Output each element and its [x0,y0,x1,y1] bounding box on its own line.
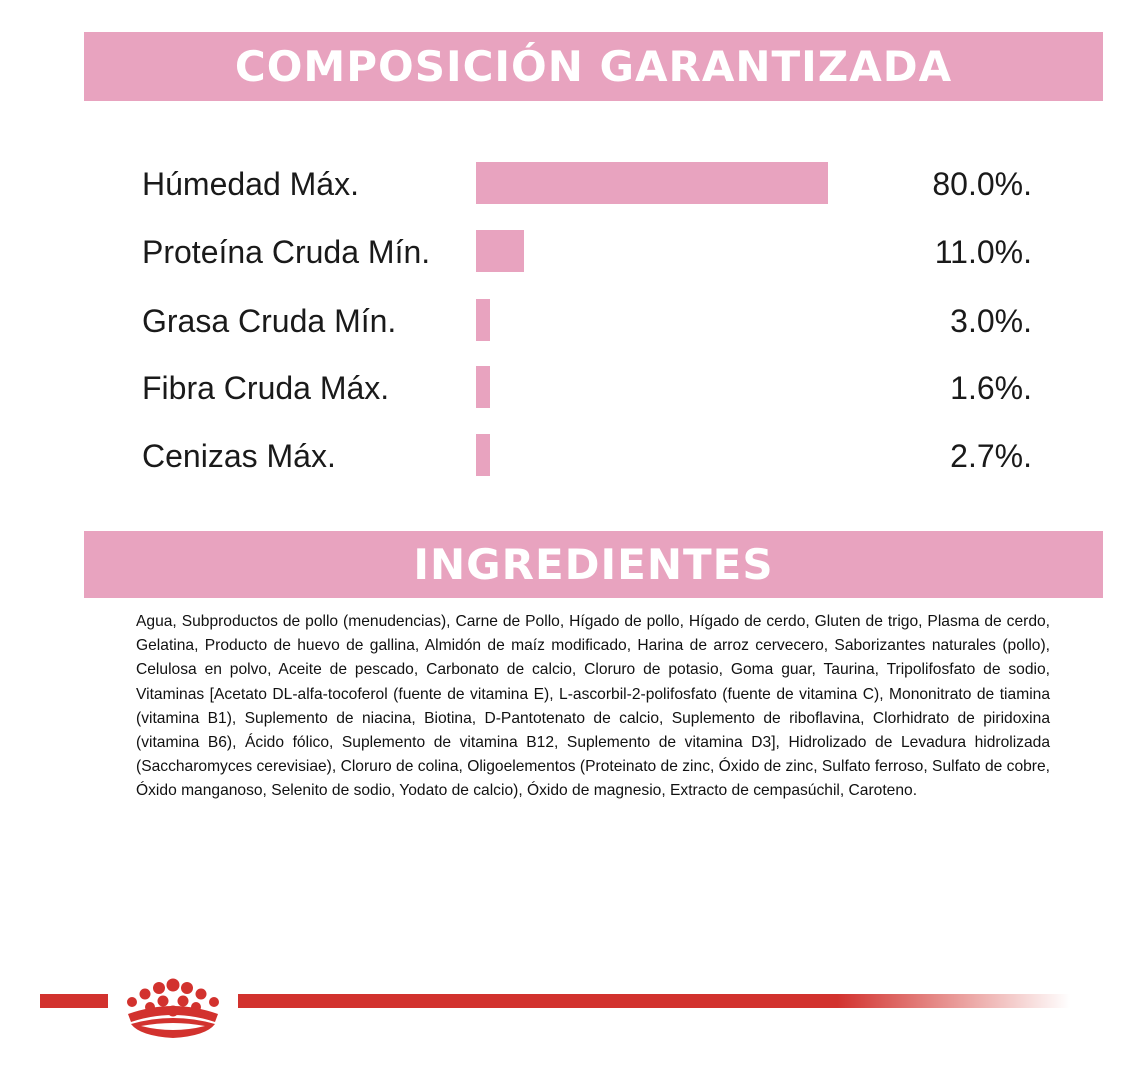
ingredients-title: INGREDIENTES [84,531,1103,598]
nutrient-value: 3.0%. [950,303,1032,339]
footer-line-left [40,994,108,1008]
nutrient-value: 1.6%. [950,370,1032,406]
composition-title: COMPOSICIÓN GARANTIZADA [84,32,1103,101]
nutrient-value: 80.0%. [932,166,1032,202]
nutrient-bar [476,434,490,476]
footer-line-right [238,994,1070,1008]
nutrient-bar [476,162,828,204]
nutrient-row [0,366,1146,410]
royal-canin-crown-icon [114,968,232,1042]
nutrient-label: Húmedad Máx. [142,166,359,202]
nutrient-value: 11.0%. [934,234,1032,270]
nutrient-bar [476,299,490,341]
nutrient-bar [476,366,490,408]
nutrient-label: Grasa Cruda Mín. [142,303,397,339]
nutrient-row [0,299,1146,343]
nutrient-label: Proteína Cruda Mín. [142,234,431,270]
ingredients-text: Agua, Subproductos de pollo (menudencias), Carne de Pollo, Hígado de pollo, Hígado de cerdo, Gluten de trigo, Plasma de cerdo, Gelatina, Producto de huevo de gallina, Almidón de maíz modificado, Harina de arroz cervecero, Saborizantes naturales (pollo), Celulosa en polvo, Aceite de pescado, Carbonato de calcio, Cloruro de potasio, Goma guar, Taurina, Tripolifosfato de sodio, Vitaminas [Acetato DL-alfa-tocoferol (fuente de vitamina E), L-ascorbil-2-polifosfato (fuente de vitamina C), Mononitrato de tiamina (vitamina B1), Suplemento de niacina, Biotina, D-Pantotenato de calcio, Suplemento de riboflavina, Clorhidrato de piridoxina (vitamina B6), Ácido fólico, Suplemento de vitamina B12, Suplemento de vitamina D3], Hidrolizado de Levadura hidrolizada (Saccharomyces cerevisiae), Cloruro de colina, Oligoelementos (Proteinato de zinc, Óxido de zinc, Sulfato ferroso, Sulfato de cobre, Óxido manganoso, Selenito de sodio, Yodato de calcio), Óxido de magnesio, Extracto de cempasúchil, Caroteno. [136,613,1050,800]
nutrient-value: 2.7%. [950,438,1032,474]
nutrient-bar [476,230,524,272]
nutrient-label: Fibra Cruda Máx. [142,370,390,406]
nutrient-row [0,162,1146,206]
nutrient-label: Cenizas Máx. [142,438,336,474]
nutrient-row [0,434,1146,478]
nutrient-row [0,230,1146,274]
footer-brand-bar [0,960,1146,1040]
